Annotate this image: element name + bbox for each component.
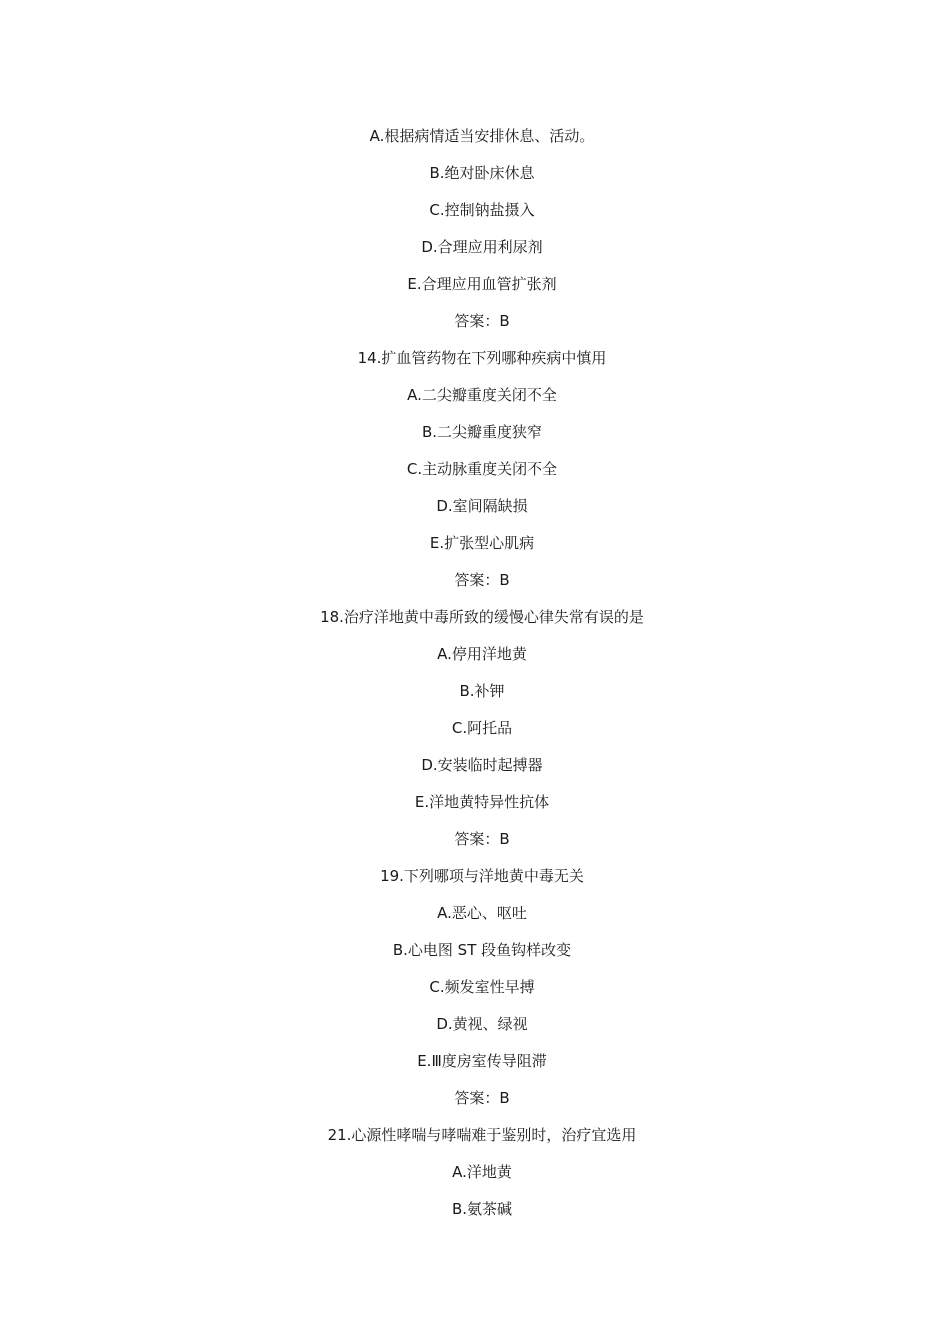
- option-line: D.黄视、绿视: [436, 1015, 528, 1033]
- answer-line: 答案：B: [454, 571, 510, 589]
- option-line: E.洋地黄特异性抗体: [414, 793, 550, 811]
- question-line: 18.治疗洋地黄中毒所致的缓慢心律失常有误的是: [320, 608, 644, 626]
- question-line: 19.下列哪项与洋地黄中毒无关: [380, 867, 584, 885]
- option-line: A.停用洋地黄: [437, 645, 527, 663]
- option-line: D.合理应用利尿剂: [421, 238, 543, 256]
- option-line: B.氨茶碱: [451, 1200, 513, 1218]
- option-line: C.主动脉重度关闭不全: [406, 460, 558, 478]
- option-line: A.根据病情适当安排休息、活动。: [369, 127, 595, 145]
- option-line: B.补钾: [459, 682, 505, 700]
- answer-line: 答案：B: [454, 1089, 510, 1107]
- answer-line: 答案：B: [454, 830, 510, 848]
- option-line: E.Ⅲ度房室传导阻滞: [417, 1052, 547, 1070]
- option-line: A.二尖瓣重度关闭不全: [407, 386, 557, 404]
- option-line: C.控制钠盐摄入: [429, 201, 535, 219]
- option-line: B.心电图 ST 段鱼钩样改变: [392, 941, 572, 959]
- answer-line: 答案：B: [454, 312, 510, 330]
- option-line: D.室间隔缺损: [436, 497, 528, 515]
- option-line: C.频发室性早搏: [429, 978, 535, 996]
- question-line: 21.心源性哮喘与哮喘难于鉴别时，治疗宜选用: [327, 1126, 637, 1144]
- question-line: 14.扩血管药物在下列哪种疾病中慎用: [357, 349, 607, 367]
- option-line: E.扩张型心肌病: [429, 534, 535, 552]
- option-line: E.合理应用血管扩张剂: [407, 275, 557, 293]
- option-line: A.恶心、呕吐: [437, 904, 527, 922]
- option-line: B.二尖瓣重度狭窄: [421, 423, 543, 441]
- option-line: C.阿托品: [451, 719, 513, 737]
- question-list: [0, 118, 950, 1228]
- option-line: D.安装临时起搏器: [421, 756, 543, 774]
- option-line: A.洋地黄: [452, 1163, 512, 1181]
- option-line: B.绝对卧床休息: [429, 164, 535, 182]
